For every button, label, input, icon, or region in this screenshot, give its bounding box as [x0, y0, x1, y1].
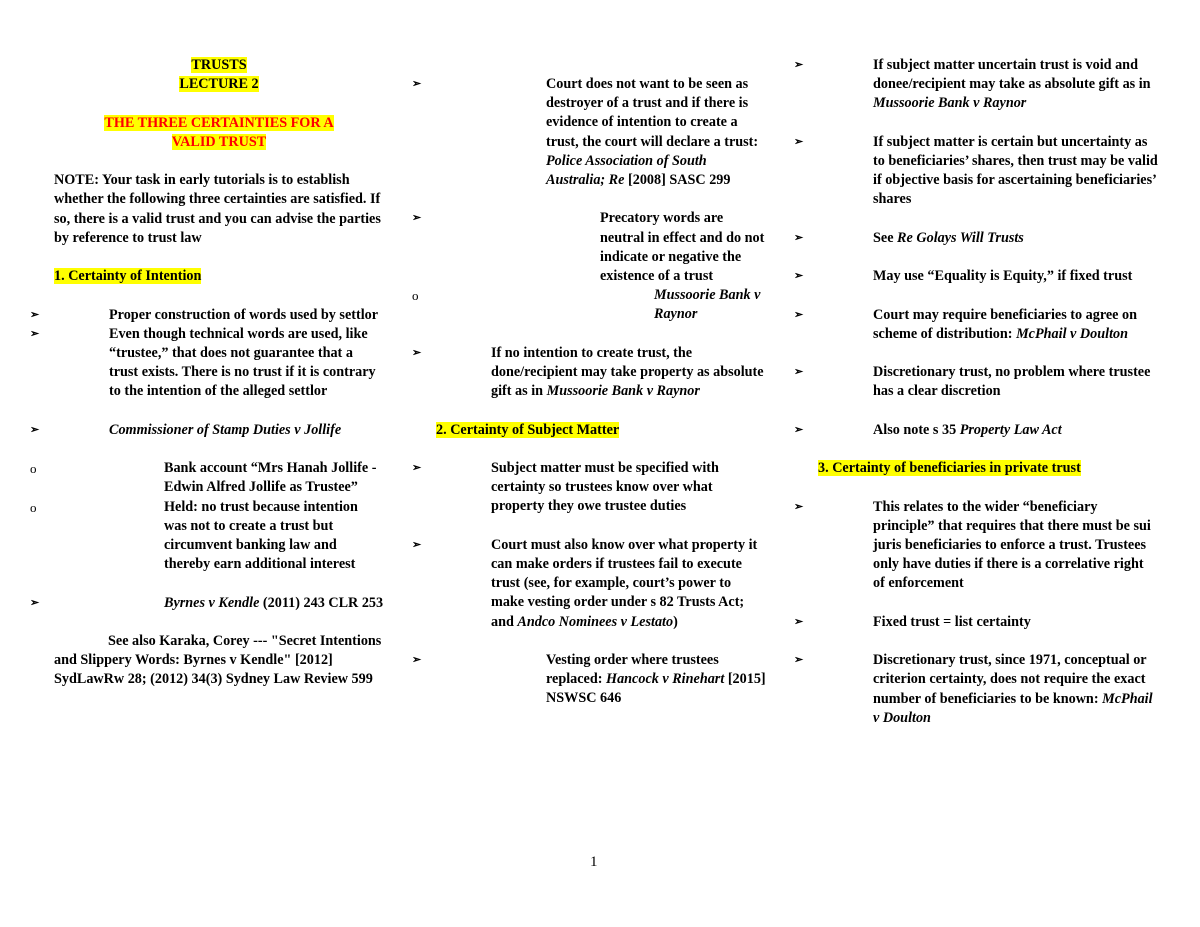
subbullet-held: o Held: no trust because intention was not to create a trust but circumvent banking law and thereby earn additional interest [30, 498, 358, 573]
arrow-bullet-icon: ➢ [412, 654, 422, 666]
bullet-certain-but-shares: ➢ If subject matter is certain but uncertainty as to beneficiaries’ shares, then trust may be valid if objective basis for ascertaining beneficiaries’ shares [794, 133, 1158, 208]
bullet-precatory-words: ➢ Precatory words are neutral in effect and do not indicate or negative the existence of a trust [412, 210, 765, 285]
arrow-bullet-icon: ➢ [794, 615, 804, 628]
arrow-bullet-icon: ➢ [412, 462, 422, 474]
bullet-fixed-trust: ➢ Fixed trust = list certainty [818, 613, 1158, 632]
bullet-beneficiary-principle: ➢ This relates to the wider “beneficiary principle” that requires that there must be sui juris beneficiaries to enforce a trust. Trustees only have duties if there is a correlative right of enforcement [794, 498, 1151, 592]
arrow-bullet-icon: ➢ [794, 366, 804, 379]
bullet-subject-matter: ➢ Subject matter must be specified with certainty so trustees know over what property they owe trustee duties [412, 460, 719, 515]
title-trusts: TRUSTS [191, 57, 247, 73]
subbullet-bank-account: o Bank account “Mrs Hanah Jollife - Edwin Alfred Jollife as Trustee” [30, 460, 377, 496]
bullet-vesting-order: ➢ Vesting order where trustees replaced: Hancock v Rinehart [2015] NSWSC 646 [412, 652, 766, 707]
arrow-bullet-icon: ➢ [412, 346, 422, 359]
note-paragraph: NOTE: Your task in early tutorials is to establish whether the following three certainties are satisfied. If so, there is a valid trust and you can advise the parties by reference to trust law [54, 172, 381, 246]
heading-certainty-subject-matter: 2. Certainty of Subject Matter [436, 421, 620, 438]
bullet-see-golays: ➢ See Re Golays Will Trusts [818, 229, 1158, 248]
see-also-paragraph: See also Karaka, Corey --- "Secret Intentions and Slippery Words: Byrnes v Kendle" [2012] SydLawRw 28; (2012) 34(3) Sydney Law Review 599 [54, 632, 385, 688]
arrow-bullet-icon: ➢ [794, 654, 804, 667]
bullet-uncertain-void: ➢ If subject matter uncertain trust is void and donee/recipient may take as absolute gift as in Mussoorie Bank v Raynor [794, 57, 1151, 112]
ring-bullet-icon: o [30, 461, 37, 477]
column-right [794, 56, 1158, 728]
ring-bullet-icon: o [412, 288, 419, 304]
bullet-no-intention: ➢ If no intention to create trust, the done/recipient may take property as absolute gift as in Mussoorie Bank v Raynor [412, 344, 764, 400]
arrow-bullet-icon: ➢ [794, 59, 804, 71]
arrow-bullet-icon: ➢ [794, 270, 804, 283]
arrow-bullet-icon: ➢ [412, 212, 422, 225]
bullet-equality-equity: ➢ May use “Equality is Equity,” if fixed trust [818, 267, 1158, 286]
arrow-bullet-icon: ➢ [794, 423, 804, 436]
arrow-bullet-icon: ➢ [794, 308, 804, 321]
arrow-bullet-icon: ➢ [794, 500, 804, 513]
arrow-bullet-icon: ➢ [30, 423, 40, 436]
subbullet-mussoorie: o Mussoorie Bank v Raynor [412, 287, 761, 323]
bullet-proper-construction: ➢ Proper construction of words used by settlor [54, 306, 384, 325]
bullet-also-note: ➢ Also note s 35 Property Law Act [818, 421, 1158, 440]
arrow-bullet-icon: ➢ [412, 78, 422, 90]
arrow-bullet-icon: ➢ [794, 231, 804, 244]
page-number: 1 [590, 854, 598, 870]
column-left [30, 56, 385, 690]
bullet-discretionary-no-problem: ➢ Discretionary trust, no problem where trustee has a clear discretion [794, 364, 1151, 400]
title-lecture: LECTURE 2 [179, 76, 259, 93]
arrow-bullet-icon: ➢ [412, 538, 422, 551]
bullet-technical-words: ➢ Even though technical words are used, like “trustee,” that does not guarantee that a trust exists. There is no trust if it is contrary to the intention of the alleged settlor [30, 325, 376, 400]
subtitle-valid-trust: VALID TRUST [171, 133, 267, 150]
bullet-discretionary-since-1971: ➢ Discretionary trust, since 1971, conceptual or criterion certainty, does not require the exact number of beneficiaries to be known: McPhail v Doulton [794, 652, 1153, 726]
column-middle [412, 75, 766, 709]
heading-certainty-intention: 1. Certainty of Intention [54, 268, 202, 285]
bullet-byrnes-case: ➢ Byrnes v Kendle (2011) 243 CLR 253 [54, 594, 384, 613]
heading-certainty-beneficiaries: 3. Certainty of beneficiaries in private trust [818, 460, 1081, 477]
ring-bullet-icon: o [30, 499, 37, 515]
arrow-bullet-icon: ➢ [30, 596, 40, 609]
subtitle-three-certainties: THE THREE CERTAINTIES FOR A [104, 114, 334, 131]
bullet-court-must-know: ➢ Court must also know over what property it can make orders if trustees fail to execute trust (see, for example, court’s power to make vesting order under s 82 Trusts Act; and Andco Nominees v Lestato) [412, 536, 758, 630]
arrow-bullet-icon: ➢ [794, 135, 804, 148]
bullet-court-not-destroyer: ➢ Court does not want to be seen as destroyer of a trust and if there is evidence of intention to create a trust, the court will declare a trust: Police Association of South Australia; Re [2008] SASC 299 [412, 76, 759, 189]
bullet-court-may-require: ➢ Court may require beneficiaries to agree on scheme of distribution: McPhail v Doulton [794, 306, 1137, 342]
arrow-bullet-icon: ➢ [30, 327, 40, 340]
arrow-bullet-icon: ➢ [30, 308, 40, 321]
bullet-commissioner-case: ➢ Commissioner of Stamp Duties v Jollife [54, 421, 384, 440]
